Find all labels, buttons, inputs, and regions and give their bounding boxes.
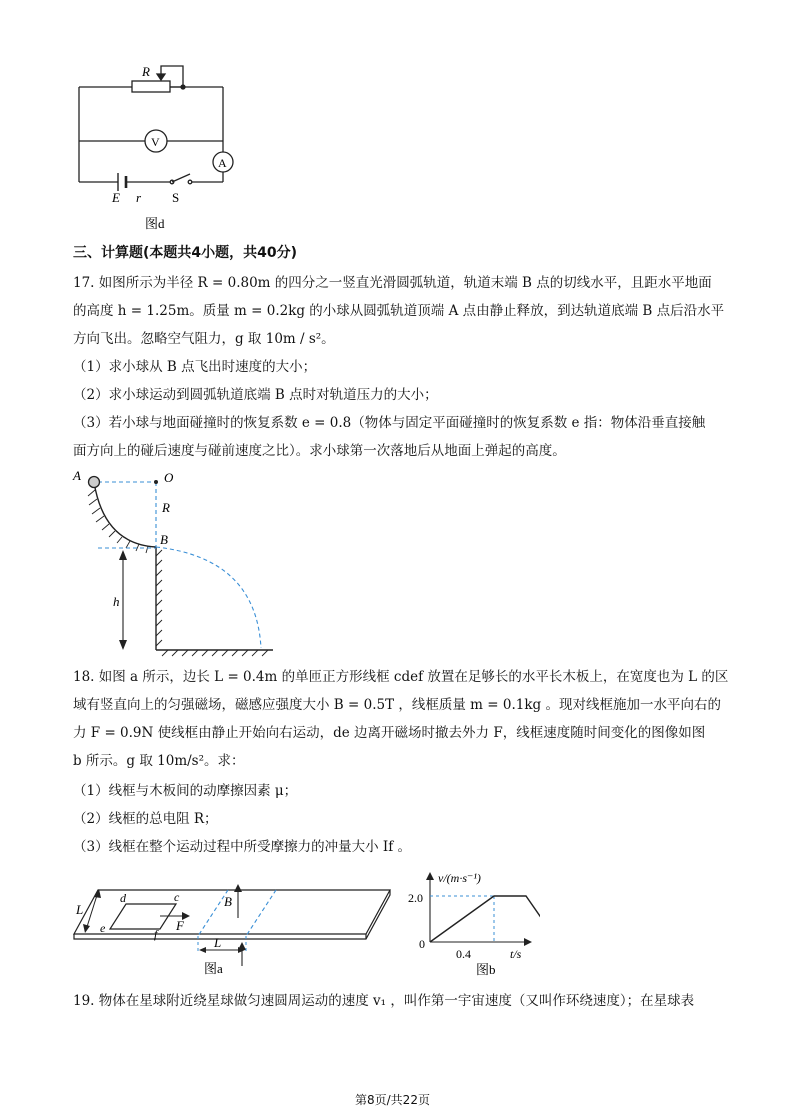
figure-b-caption: 图b (476, 962, 496, 977)
q17-sub3a: （3）若小球与地面碰撞时的恢复系数 e = 0.8（物体与固定平面碰撞时的恢复系数 e 指：物体沿垂直接触 (73, 415, 706, 431)
q18-sub3: （3）线框在整个运动过程中所受摩擦力的冲量大小 If 。 (73, 839, 412, 855)
label-c: c (174, 890, 180, 904)
label-e: e (100, 921, 106, 935)
q17-sub2: （2）求小球运动到圆弧轨道底端 B 点时对轨道压力的大小； (73, 387, 438, 403)
label-A: A (218, 156, 227, 170)
label-A: A (73, 468, 81, 483)
label-F: F (176, 918, 184, 933)
label-E: E (112, 190, 120, 205)
q17-figure (68, 468, 288, 658)
q17-line1: 17. 如图所示为半径 R = 0.80m 的四分之一竖直光滑圆弧轨道，轨道末端 B 点的切线水平，且距水平地面 (73, 275, 712, 291)
section-heading: 三、计算题(本题共4小题，共40分) (73, 245, 298, 261)
q18-line1: 18. 如图 a 所示，边长 L = 0.4m 的单匝正方形线框 cdef 放置在足够长的水平长木板上，在宽度也为 L 的区 (73, 669, 729, 685)
q19-line1: 19. 物体在星球附近绕星球做匀速圆周运动的速度 v₁ ，叫作第一宇宙速度（又叫作环绕速度）；在星球表 (73, 993, 695, 1009)
q18-line3: 力 F = 0.9N 使线框由静止开始向右运动，de 边离开磁场时撤去外力 F，线框速度随时间变化的图像如图 (73, 725, 706, 741)
label-B: B (160, 532, 168, 547)
velocity-series-line (430, 896, 540, 942)
q17-line3: 方向飞出。忽略空气阻力，g 取 10m / s²。 (73, 331, 335, 347)
label-O: O (164, 470, 174, 485)
q17-line2: 的高度 h = 1.25m。质量 m = 0.2kg 的小球从圆弧轨道顶端 A 点由静止释放，到达轨道底端 B 点后沿水平 (73, 303, 725, 319)
q18-line4: b 所示。g 取 10m/s²。求： (73, 753, 245, 769)
figure-d-caption: 图d (145, 216, 165, 231)
label-f: f (154, 927, 158, 941)
label-L: L (76, 902, 84, 917)
q18-figure-b-chart (400, 868, 540, 984)
label-d: d (120, 891, 126, 905)
y-tick-label: 2.0 (408, 891, 423, 905)
figure-d-circuit (60, 60, 250, 235)
origin-label: 0 (419, 937, 425, 951)
q18-line2: 域有竖直向上的匀强磁场，磁感应强度大小 B = 0.5T ，线框质量 m = 0.1kg 。现对线框施加一水平向右的 (73, 697, 721, 713)
q17-sub3b: 面方向上的碰后速度与碰前速度之比）。求小球第一次落地后从地面上弹起的高度。 (73, 443, 566, 459)
label-L-width: L (214, 935, 222, 950)
x-tick-label: 0.4 (456, 947, 471, 961)
q18-figure-a (68, 870, 398, 985)
label-h: h (113, 594, 120, 609)
figure-a-caption: 图a (204, 961, 223, 976)
q17-sub1: （1）求小球从 B 点飞出时速度的大小； (73, 359, 317, 375)
rheostat-resistor (132, 81, 170, 92)
label-B: B (224, 894, 232, 909)
x-axis-label: t/s (510, 947, 522, 961)
label-V: V (151, 135, 160, 149)
page-footer: 第8页/共22页 (355, 1093, 430, 1107)
q18-sub2: （2）线框的总电阻 R； (73, 811, 218, 827)
q18-sub1: （1）线框与木板间的动摩擦因素 μ； (73, 783, 298, 799)
ball-icon (89, 477, 100, 488)
label-r: r (136, 190, 142, 205)
label-S: S (172, 190, 180, 205)
label-R: R (162, 500, 170, 515)
label-R: R (142, 64, 150, 79)
y-axis-label: v/(m·s⁻¹) (438, 871, 481, 885)
